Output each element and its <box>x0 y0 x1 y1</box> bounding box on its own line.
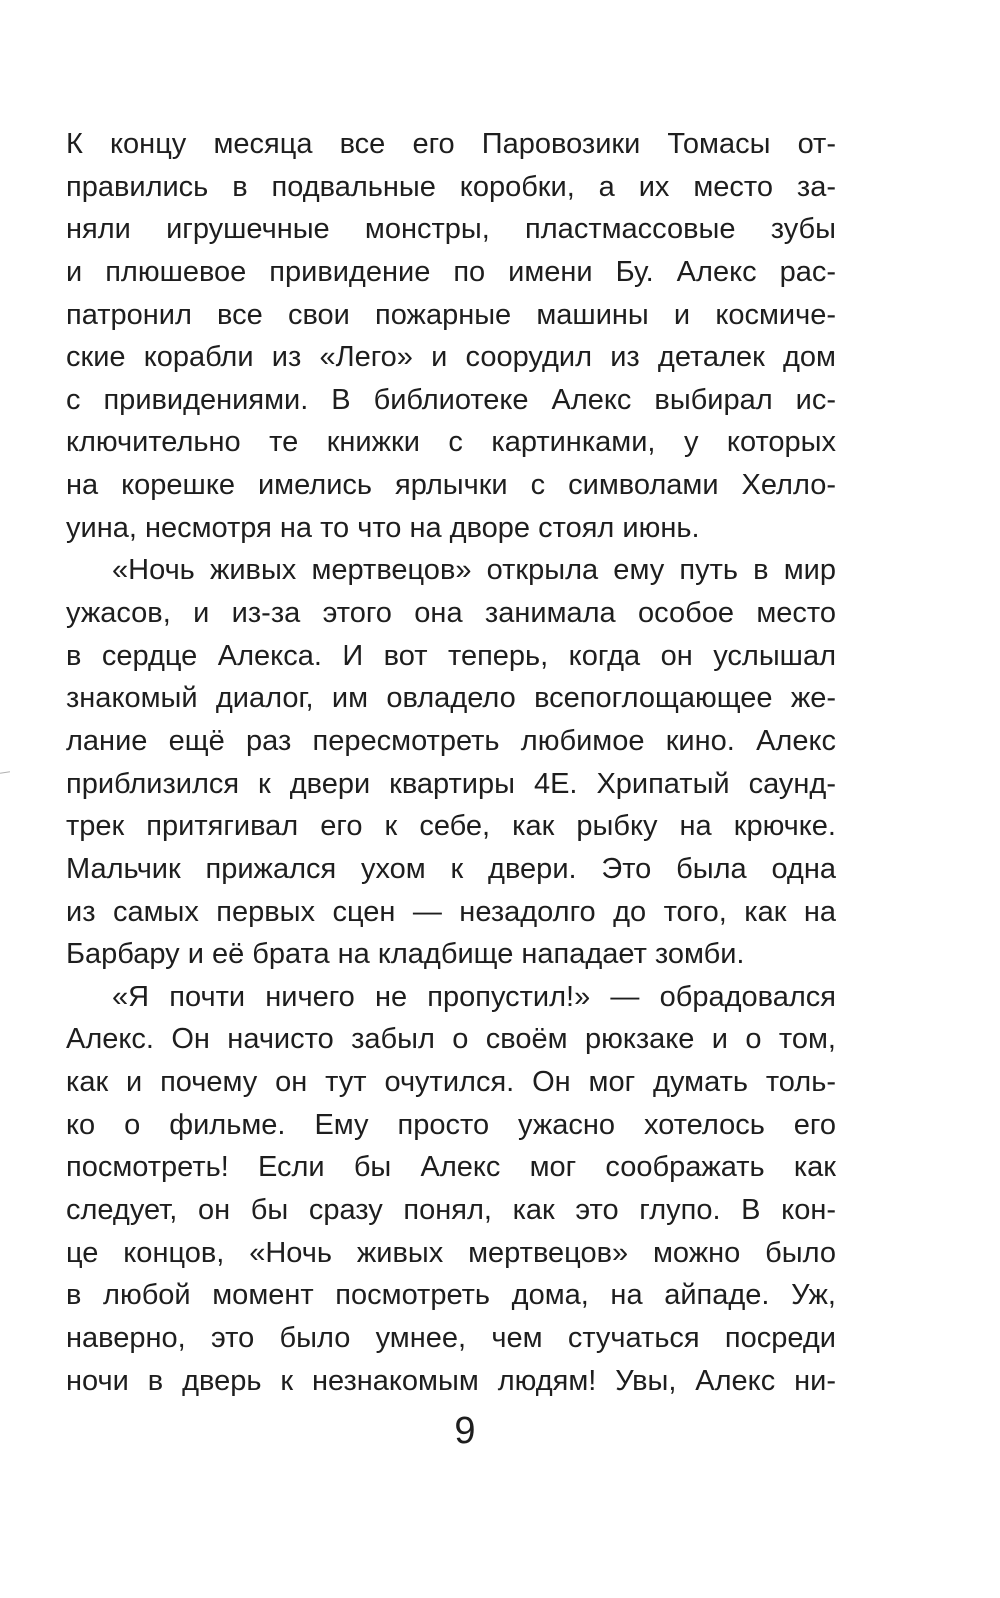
text-line: Алекс. Он начисто забыл о своём рюкзаке и о том, <box>66 1023 836 1056</box>
text-line: це концов, «Ночь живых мертвецов» можно было <box>66 1236 836 1269</box>
body-text <box>66 123 836 1402</box>
paragraph-start-line: «Я почти ничего не пропустил!» — обрадовался <box>112 980 836 1013</box>
text-line: Мальчик прижался ухом к двери. Это была одна <box>66 852 836 885</box>
text-line: посмотреть! Если бы Алекс мог соображать как <box>66 1151 836 1184</box>
text-line: как и почему он тут очутился. Он мог думать толь- <box>66 1066 836 1099</box>
text-line: наверно, это было умнее, чем стучаться посреди <box>66 1321 836 1354</box>
paragraph-end-line: Барбару и её брата на кладбище нападает зомби. <box>66 938 745 971</box>
text-line: ночи в дверь к незнакомым людям! Увы, Алекс ни- <box>66 1364 836 1397</box>
text-line: ские корабли из «Лего» и соорудил из деталек дом <box>66 341 836 374</box>
text-line: ключительно те книжки с картинками, у которых <box>66 426 836 459</box>
text-line: К концу месяца все его Паровозики Томасы от- <box>66 128 836 160</box>
text-line: патронил все свои пожарные машины и космиче- <box>66 298 836 331</box>
text-line: ко о фильме. Ему просто ужасно хотелось его <box>66 1108 836 1141</box>
text-line: с привидениями. В библиотеке Алекс выбирал ис- <box>66 383 836 416</box>
text-line: следует, он бы сразу понял, как это глупо. В кон- <box>66 1194 836 1227</box>
text-line: на корешке имелись ярлычки с символами Хелло- <box>66 469 836 502</box>
page-number: 9 <box>454 1410 476 1452</box>
text-line: няли игрушечные монстры, пластмассовые зубы <box>66 213 836 246</box>
text-line: приблизился к двери квартиры 4Е. Хрипатый саунд- <box>66 767 836 800</box>
text-line: и плюшевое привидение по имени Бу. Алекс рас- <box>66 255 836 288</box>
text-line: в сердце Алекса. И вот теперь, когда он услышал <box>66 639 836 672</box>
text-line: из самых первых сцен — незадолго до того, как на <box>66 895 836 928</box>
text-line: в любой момент посмотреть дома, на айпаде. Уж, <box>66 1279 836 1312</box>
text-line: трек притягивал его к себе, как рыбку на крючке. <box>66 810 836 843</box>
text-line: ужасов, и из-за этого она занимала особое место <box>66 597 836 630</box>
text-line: лание ещё раз пересмотреть любимое кино. Алекс <box>66 724 836 757</box>
scan-speck <box>0 771 10 773</box>
text-line: знакомый диалог, им овладело всепоглощающее же- <box>66 682 836 715</box>
text-line: правились в подвальные коробки, а их место за- <box>66 170 836 203</box>
paragraph-end-line: уина, несмотря на то что на дворе стоял июнь. <box>66 511 700 544</box>
paragraph-start-line: «Ночь живых мертвецов» открыла ему путь в мир <box>112 554 836 587</box>
